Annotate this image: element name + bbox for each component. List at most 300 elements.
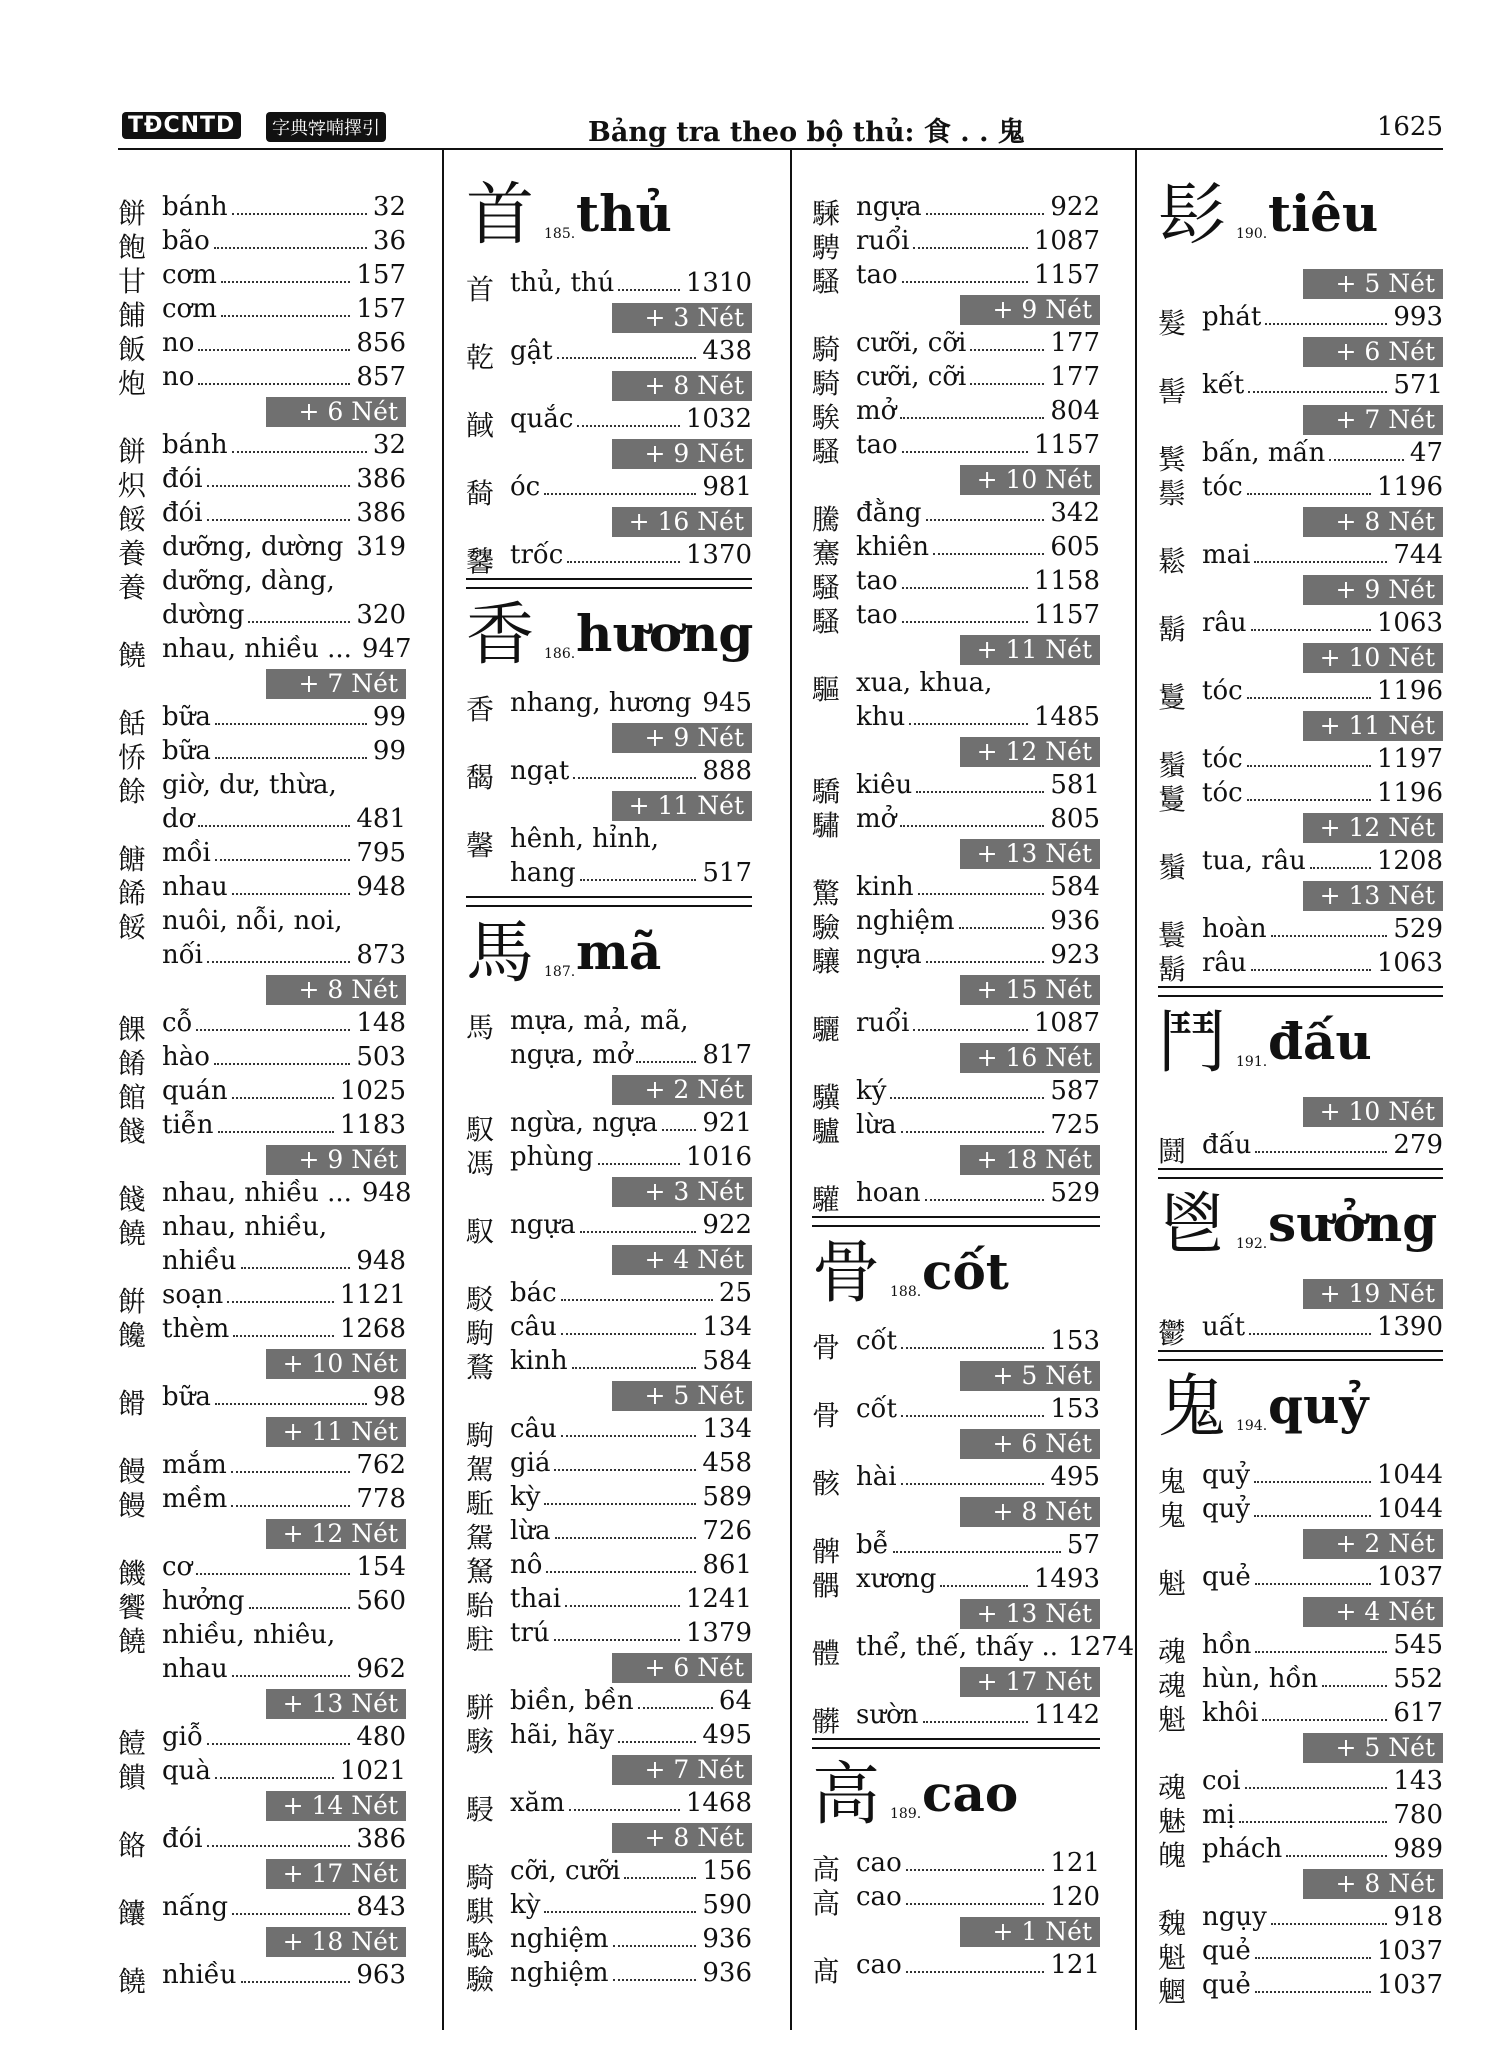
entry-page-number: 157 [356,260,406,290]
entry-reading: nhang, hương [510,688,692,718]
entry-character: 鬃 [1158,477,1187,510]
entry-character: 館 [118,1081,147,1114]
entry-reading: hoan [856,1178,921,1208]
column-divider [1135,150,1137,2030]
index-entry [466,1312,752,1350]
index-column-4 [1158,150,1443,2030]
entry-character: 㤭 [118,741,147,774]
column-divider [442,150,444,2030]
entry-character: 駢 [466,1691,495,1724]
entry-reading: tóc [1202,744,1243,774]
entry-reading: bữa [162,736,211,766]
entry-character: 鬟 [1158,919,1187,952]
radical-number: 187. [544,964,576,980]
index-entry [1158,370,1443,408]
entry-reading: cơ [162,1552,193,1582]
leader-dots [248,621,350,623]
index-entry [812,1700,1100,1738]
index-entry [812,872,1100,910]
entry-character: 餹 [118,843,147,876]
entry-page-number: 481 [356,804,406,834]
index-entry [466,756,752,794]
entry-reading: xua, khua, [856,668,993,698]
entry-reading: mắm [162,1450,227,1480]
entry-character: 髒 [812,1705,841,1738]
entry-reading: đói [162,1824,203,1854]
entry-character: 饒 [118,1965,147,1998]
leader-dots [569,1809,680,1811]
entry-page-number: 32 [372,430,406,460]
leader-dots [933,553,1044,555]
entry-reading: óc [510,472,541,502]
stroke-count-label: + 4 Nét [612,1245,752,1275]
leader-dots [959,927,1045,929]
entry-reading: quỷ [1202,1460,1251,1490]
leader-dots [1322,1685,1387,1687]
index-entry [118,1008,406,1046]
stroke-count-label: + 5 Nét [612,1381,752,1411]
entry-reading: nhiều, nhiêu, [162,1620,336,1650]
leader-dots [1247,799,1371,801]
index-entry [1158,1970,1443,2008]
index-entry [118,1620,406,1658]
index-entry [466,1856,752,1894]
leader-dots [215,757,367,759]
entry-page-number: 1196 [1376,472,1443,502]
index-entry [118,906,406,944]
radical-number: 189. [890,1806,922,1822]
leader-dots [902,281,1028,283]
entry-page-number: 617 [1393,1698,1443,1728]
index-entry [118,1450,406,1488]
entry-character: 騷 [812,571,841,604]
leader-dots [241,1981,351,1983]
leader-dots [1255,1957,1371,1959]
entry-reading: quẻ [1202,1970,1251,2000]
leader-dots [554,1469,696,1471]
entry-reading: râu [1202,608,1247,638]
index-entry [1158,608,1443,646]
entry-page-number: 1157 [1033,430,1100,460]
stroke-count-label: + 8 Nét [612,371,752,401]
entry-character: 餔 [118,299,147,332]
entry-page-number: 1044 [1376,1460,1443,1490]
stroke-count-label: + 12 Nét [266,1519,406,1549]
stroke-count-label: + 2 Nét [612,1075,752,1105]
section-separator [466,896,752,907]
index-entry [466,1584,752,1622]
stroke-count-label: + 18 Nét [960,1145,1100,1175]
leader-dots [561,1435,697,1437]
index-entry [118,1484,406,1522]
stroke-count-label: + 9 Nét [960,295,1100,325]
entry-character: 餘 [118,775,147,808]
entry-page-number: 1390 [1376,1312,1443,1342]
leader-dots [232,1913,350,1915]
entry-character: 馘 [466,409,495,442]
index-entry [1158,1664,1443,1702]
index-entry [1158,1834,1443,1872]
entry-reading: tao [856,566,898,596]
radical-heading [1158,172,1443,262]
index-entry [812,600,1100,638]
entry-reading: khiên [856,532,929,562]
index-entry [812,1076,1100,1114]
entry-character: 騷 [812,435,841,468]
entry-page-number: 1241 [685,1584,752,1614]
stroke-count-label: + 12 Nét [960,737,1100,767]
entry-reading: cao [856,1882,902,1912]
index-entry [1158,778,1443,816]
entry-page-number: 1196 [1376,676,1443,706]
leader-dots [232,213,367,215]
entry-page-number: 36 [372,226,406,256]
index-entry [812,1394,1100,1432]
stroke-count-label: + 8 Nét [612,1823,752,1853]
stroke-count-label: + 7 Nét [1303,405,1443,435]
index-entry [118,260,406,298]
leader-dots [232,451,367,453]
entry-page-number: 726 [702,1516,752,1546]
entry-character: 驪 [812,1013,841,1046]
entry-page-number: 795 [356,838,406,868]
entry-page-number: 121 [1050,1950,1100,1980]
index-entry [118,498,406,536]
index-entry [812,498,1100,536]
entry-character: 飯 [118,333,147,366]
section-separator [812,1738,1100,1749]
entry-reading: đói [162,498,203,528]
leader-dots [215,723,367,725]
entry-page-number: 47 [1409,438,1443,468]
section-separator [1158,1168,1443,1179]
leader-dots [544,1911,696,1913]
entry-page-number: 805 [1050,804,1100,834]
leader-dots [1271,1923,1388,1925]
entry-reading: bữa [162,1382,211,1412]
index-entry [1158,846,1443,884]
leader-dots [1249,1333,1371,1335]
entry-reading: kỳ [510,1890,541,1920]
stroke-count-label: + 11 Nét [612,791,752,821]
leader-dots [198,349,350,351]
entry-reading: tóc [1202,676,1243,706]
entry-reading: nhiều [162,1246,237,1276]
entry-character: 䭲 [466,477,495,510]
entry-page-number: 1063 [1376,948,1443,978]
leader-dots [890,1097,1044,1099]
leader-dots [557,357,697,359]
entry-page-number: 1485 [1033,702,1100,732]
entry-page-number: 817 [702,1040,752,1070]
index-entry [466,540,752,578]
leader-dots [926,961,1045,963]
index-entry [812,1326,1100,1364]
entry-character: 鬚 [1158,749,1187,782]
radical-heading [1158,1000,1443,1090]
entry-page-number: 480 [356,1722,406,1752]
stroke-count-label: + 9 Nét [1303,575,1443,605]
entry-page-number: 1063 [1376,608,1443,638]
entry-reading: nhau, nhiều ... [162,634,352,664]
index-entry [1158,540,1443,578]
leader-dots [232,1097,334,1099]
index-entry [118,634,412,672]
entry-page-number: 923 [1050,940,1100,970]
entry-reading: đói [162,464,203,494]
leader-dots [1254,561,1387,563]
entry-reading: giờ, dư, thừa, [162,770,337,800]
index-entry [118,192,406,230]
entry-page-number: 804 [1050,396,1100,426]
entry-reading: hùn, hồn [1202,1664,1319,1694]
entry-page-number: 1037 [1376,1562,1443,1592]
index-entry [1158,1902,1443,1940]
leader-dots [572,1367,697,1369]
entry-character: 魅 [1158,1805,1187,1838]
index-entry [466,1040,752,1074]
entry-reading: tóc [1202,472,1243,502]
entry-page-number: 1208 [1376,846,1443,876]
entry-reading: quà [162,1756,211,1786]
radical-name: sưởng [1268,1194,1438,1253]
entry-page-number: 922 [702,1210,752,1240]
entry-reading: ruổi [856,226,910,256]
index-entry [118,328,406,366]
entry-page-number: 529 [1393,914,1443,944]
column-divider [790,150,792,2030]
entry-reading: lừa [510,1516,551,1546]
radical-character: 高 [812,1756,881,1835]
entry-reading: nhau [162,872,228,902]
stroke-count-label: + 9 Nét [612,439,752,469]
entry-page-number: 993 [1393,302,1443,332]
stroke-count-label: + 3 Nét [612,303,752,333]
stroke-count-label: + 18 Nét [266,1927,406,1957]
index-entry [118,1654,406,1688]
entry-page-number: 1310 [685,268,752,298]
radical-character: 骨 [812,1234,881,1313]
entry-page-number: 584 [702,1346,752,1376]
index-entry [812,260,1100,298]
leader-dots [906,1869,1045,1871]
stroke-count-label: + 7 Nét [612,1755,752,1785]
entry-page-number: 744 [1393,540,1443,570]
radical-character: 鬯 [1158,1186,1227,1265]
leader-dots [221,281,350,283]
leader-dots [925,1199,1045,1201]
leader-dots [913,1029,1027,1031]
entry-reading: nhau, nhiều, [162,1212,328,1242]
entry-character: 炮 [118,367,147,400]
entry-reading: tao [856,430,898,460]
stroke-count-label: + 5 Nét [960,1361,1100,1391]
entry-reading: râu [1202,948,1247,978]
entry-page-number: 1196 [1376,778,1443,808]
entry-page-number: 386 [356,464,406,494]
entry-character: 駁 [466,1283,495,1316]
index-entry [118,1246,406,1280]
index-entry [812,566,1100,604]
entry-reading: câu [510,1414,557,1444]
entry-character: 香 [466,693,495,726]
index-entry [466,1720,752,1758]
leader-dots [573,777,696,779]
stroke-count-label: + 10 Nét [960,465,1100,495]
entry-page-number: 458 [702,1448,752,1478]
stroke-count-label: + 6 Nét [960,1429,1100,1459]
index-entry [466,336,752,374]
entry-character: 驩 [812,1183,841,1216]
entry-page-number: 948 [361,1178,412,1208]
entry-reading: mở [856,396,897,426]
radical-name: thủ [576,184,672,243]
index-column-3 [812,150,1135,2030]
entry-character: 饒 [118,639,147,672]
leader-dots [902,587,1028,589]
entry-page-number: 153 [1050,1326,1100,1356]
entry-page-number: 1032 [685,404,752,434]
entry-character: 乾 [466,341,495,374]
entry-page-number: 1370 [685,540,752,570]
stroke-count-label: + 8 Nét [1303,507,1443,537]
stroke-count-label: + 6 Nét [266,397,406,427]
page-header [118,108,1443,150]
leader-dots [214,1063,350,1065]
index-entry [812,1110,1100,1148]
entry-page-number: 99 [372,702,406,732]
entry-character: 魍 [1158,1975,1187,2008]
stroke-count-label: + 5 Nét [1303,269,1443,299]
radical-heading [466,910,752,1000]
entry-character: 骨 [812,1331,841,1364]
entry-character: 馨 [466,829,495,862]
entry-reading: hào [162,1042,210,1072]
entry-character: 魂 [1158,1771,1187,1804]
entry-page-number: 936 [702,1958,752,1988]
index-entry [118,1110,406,1148]
entry-page-number: 495 [1050,1462,1100,1492]
leader-dots [207,961,350,963]
entry-character: 馤 [466,761,495,794]
entry-page-number: 121 [1050,1848,1100,1878]
leader-dots [916,791,1044,793]
leader-dots [207,485,351,487]
entry-character: 餒 [118,911,147,944]
radical-character: 鬥 [1158,1004,1227,1083]
stroke-count-label: + 13 Nét [960,1599,1100,1629]
stroke-count-label: + 11 Nét [266,1417,406,1447]
entry-reading: hưởng [162,1586,245,1616]
index-entry [1158,1766,1443,1804]
entry-page-number: 1183 [339,1110,406,1140]
index-entry [1158,744,1443,782]
radical-name: quỷ [1268,1376,1369,1435]
index-entry [118,1076,406,1114]
entry-reading: soạn [162,1280,224,1310]
leader-dots [561,1299,713,1301]
leader-dots [906,1971,1045,1973]
leader-dots [923,1721,1028,1723]
leader-dots [567,561,679,563]
radical-name: cốt [922,1242,1009,1301]
entry-page-number: 843 [356,1892,406,1922]
radical-character: 馬 [466,914,535,993]
index-entry [466,1346,752,1384]
entry-page-number: 32 [372,192,406,222]
entry-character: 髻 [1158,375,1187,408]
leader-dots [1262,1719,1387,1721]
entry-character: 駐 [466,1623,495,1656]
entry-reading: bữa [162,702,211,732]
leader-dots [544,493,696,495]
index-entry [466,1550,752,1588]
entry-reading: nhau [162,1654,228,1684]
stroke-count-label: + 13 Nét [266,1689,406,1719]
entry-character: 髮 [1158,307,1187,340]
entry-character: 養 [118,571,147,604]
entry-reading: thể, thế, thấy .. [856,1632,1059,1662]
entry-character: 鬼 [1158,1465,1187,1498]
entry-character: 鬂 [1158,443,1187,476]
leader-dots [618,1741,696,1743]
leader-dots [900,417,1044,419]
entry-page-number: 148 [356,1008,406,1038]
index-entry [118,362,406,400]
entry-page-number: 386 [356,498,406,528]
entry-page-number: 962 [356,1654,406,1684]
leader-dots [598,1163,680,1165]
entry-character: 鬍 [1158,613,1187,646]
index-entry [466,472,752,510]
entry-reading: mựa, mả, mã, [510,1006,689,1036]
index-entry [466,1448,752,1486]
stroke-count-label: + 4 Nét [1303,1597,1443,1627]
entry-page-number: 1157 [1033,260,1100,290]
index-entry [812,1178,1100,1216]
index-entry [812,192,1100,230]
stroke-count-label: + 10 Nét [1303,1097,1443,1127]
entry-reading: kết [1202,370,1245,400]
leader-dots [554,1639,680,1641]
entry-reading: thủ, thú [510,268,615,298]
entry-page-number: 503 [356,1042,406,1072]
radical-number: 194. [1236,1418,1268,1434]
entry-page-number: 1037 [1376,1970,1443,2000]
entry-page-number: 981 [702,472,752,502]
index-entry [1158,472,1443,510]
radical-number: 186. [544,646,576,662]
index-entry [466,1142,752,1180]
stroke-count-label: + 13 Nét [960,839,1100,869]
index-entry [118,804,406,838]
entry-reading: bấn, mấn [1202,438,1326,468]
entry-character: 饗 [118,1591,147,1624]
leader-dots [901,1415,1044,1417]
entry-page-number: 1121 [339,1280,406,1310]
index-entry [118,1892,406,1930]
leader-dots [198,825,350,827]
entry-character: 髃 [812,1569,841,1602]
entry-reading: ngựa [510,1210,576,1240]
radical-heading [1158,1364,1443,1454]
stroke-count-label: + 17 Nét [960,1667,1100,1697]
leader-dots [970,349,1044,351]
leader-dots [624,1877,696,1879]
entry-reading: hãi, hãy [510,1720,615,1750]
entry-page-number: 571 [1393,370,1443,400]
entry-character: 骸 [812,1467,841,1500]
